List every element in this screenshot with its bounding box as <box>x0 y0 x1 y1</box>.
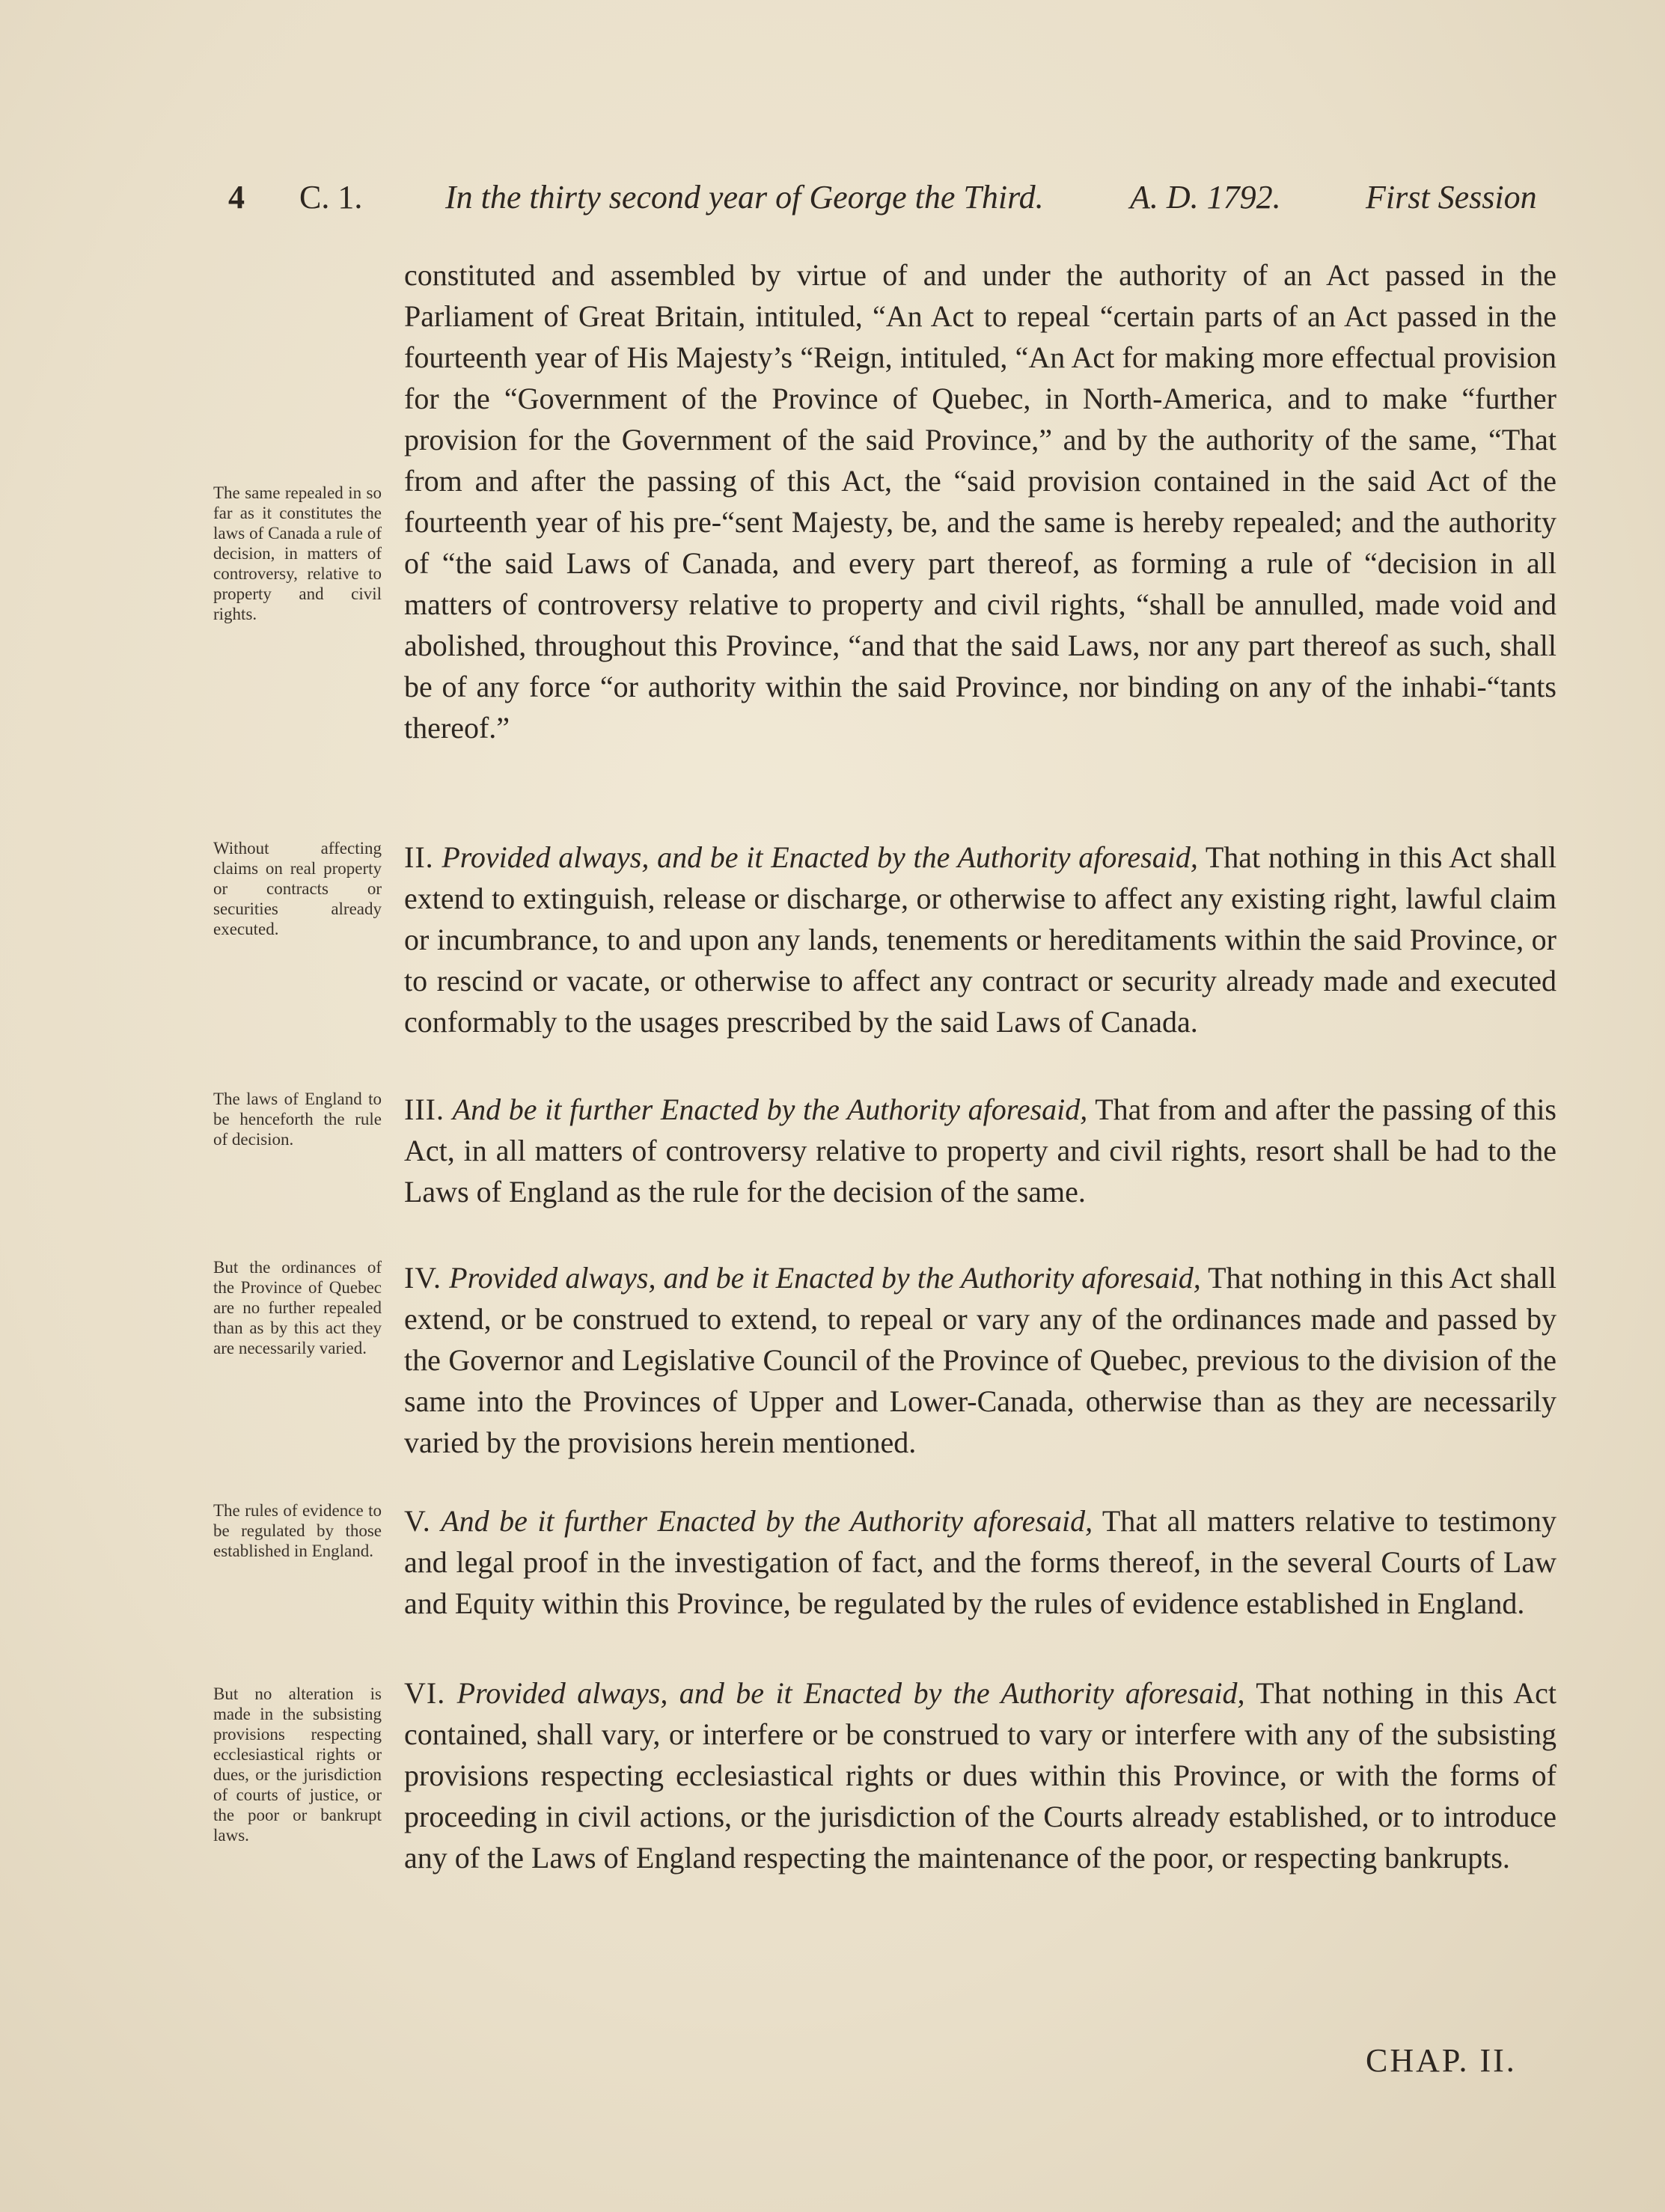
enacting-clause: Provided always, and be it Enacted by the Authority aforesaid, <box>456 1676 1245 1710</box>
section-text: That all matters relative to testimony and legal proof in the investigation of fact, and the forms thereof, in the several Courts of Law and Equity within this Province, be regulated by the rules of evidence established in England. <box>404 1504 1557 1620</box>
enacting-clause: Provided always, and be it Enacted by the Authority aforesaid, <box>442 840 1198 874</box>
section-2 <box>404 837 1556 1042</box>
section-text: That from and after the passing of this Act, in all matters of controversy relative to property and civil rights, resort shall be had to the Laws of England as the rule for the decision of the same. <box>404 1093 1556 1209</box>
margin-note: The same repealed in so far as it constitutes the laws of Canada a rule of decision, in matters of controversy, relative to property and civil rights. <box>213 483 382 623</box>
opening-paragraph: constituted and assembled by virtue of and under the authority of an Act passed in the Parliament of Great Britain, intituled, “An Act to repeal “certain parts of an Act passed in the fourteenth year of His Majesty’s “Reign, intituled, “An Act for making more effectual provision for the “Government of the Province of Quebec, in North-America, and to make “further provision for the Government of the said Province,” and by the authority of the same, “That from and after the passing of this Act, the “said provision contained in the said Act of the fourteenth year of his pre-“sent Majesty, be, and the same is hereby repealed; and the authority of “the said Laws of Canada, and every part thereof, as forming a rule of “decision in all matters of controversy relative to property and civil rights, “shall be annulled, made void and abolished, throughout this Province, “and that the said Laws, nor any part thereof as such, shall be of any force “or authority within the said Province, nor binding on any of the inhabi-“tants thereof.” <box>404 258 1556 745</box>
year-label: A. D. 1792. <box>1130 179 1281 216</box>
margin-note: The rules of evidence to be regulated by those established in England. <box>213 1501 382 1560</box>
margin-note: Without affecting claims on real property or contracts or securities already executed. <box>213 839 382 938</box>
section-6 <box>404 1672 1556 1878</box>
margin-note: But no alteration is made in the subsisting provisions respecting ecclesiastical rights or dues, or the jurisdiction of courts of justice, or the poor or bankrupt laws. <box>213 1684 382 1845</box>
enacting-clause: And be it further Enacted by the Authority aforesaid, <box>441 1504 1093 1538</box>
section-number: VI. <box>404 1676 446 1710</box>
section-number: II. <box>404 840 434 874</box>
chapter-label: C. 1. <box>299 179 363 216</box>
section-text: That nothing in this Act contained, shall vary, or interfere or be construed to vary or interfere with any of the subsisting provisions respecting ecclesiastical rights or dues within this Province, or with the forms of proceeding in civil actions, or the jurisdiction of the Courts already established, or to introduce any of the Laws of England respecting the maintenance of the poor, or respecting bankrupts. <box>404 1676 1557 1875</box>
section-4 <box>404 1257 1556 1463</box>
running-header <box>228 178 1568 230</box>
section-5 <box>404 1500 1556 1624</box>
section-text: That nothing in this Act shall extend to extinguish, release or discharge, or otherwise to affect any existing right, lawful claim or incumbrance, to and upon any lands, tenements or hereditaments within the said Province, or to rescind or vacate, or otherwise to affect any contract or security already made and executed conformably to the usages prescribed by the said Laws of Canada. <box>404 840 1557 1039</box>
section-number: IV. <box>404 1261 442 1295</box>
margin-note: The laws of England to be henceforth the rule of decision. <box>213 1090 382 1149</box>
session-label: First Session <box>1366 179 1537 216</box>
section-number: V. <box>404 1504 431 1538</box>
catchword: CHAP. II. <box>1366 2042 1517 2079</box>
page-number: 4 <box>228 179 245 216</box>
enacting-clause: Provided always, and be it Enacted by the Authority aforesaid, <box>449 1261 1201 1295</box>
section-number: III. <box>404 1093 444 1126</box>
running-title: In the thirty second year of George the Third. <box>445 179 1044 216</box>
section-3 <box>404 1089 1556 1212</box>
margin-note: But the ordinances of the Province of Quebec are no further repealed than as by this act they are necessarily varied. <box>213 1258 382 1357</box>
enacting-clause: And be it further Enacted by the Authority aforesaid, <box>452 1093 1088 1126</box>
section-text: That nothing in this Act shall extend, or be construed to extend, to repeal or vary any of the ordinances made and passed by the Governor and Legislative Council of the Province of Quebec, previous to the division of the same into the Provinces of Upper and Lower-Canada, otherwise than as they are necessarily varied by the provisions herein mentioned. <box>404 1261 1557 1459</box>
